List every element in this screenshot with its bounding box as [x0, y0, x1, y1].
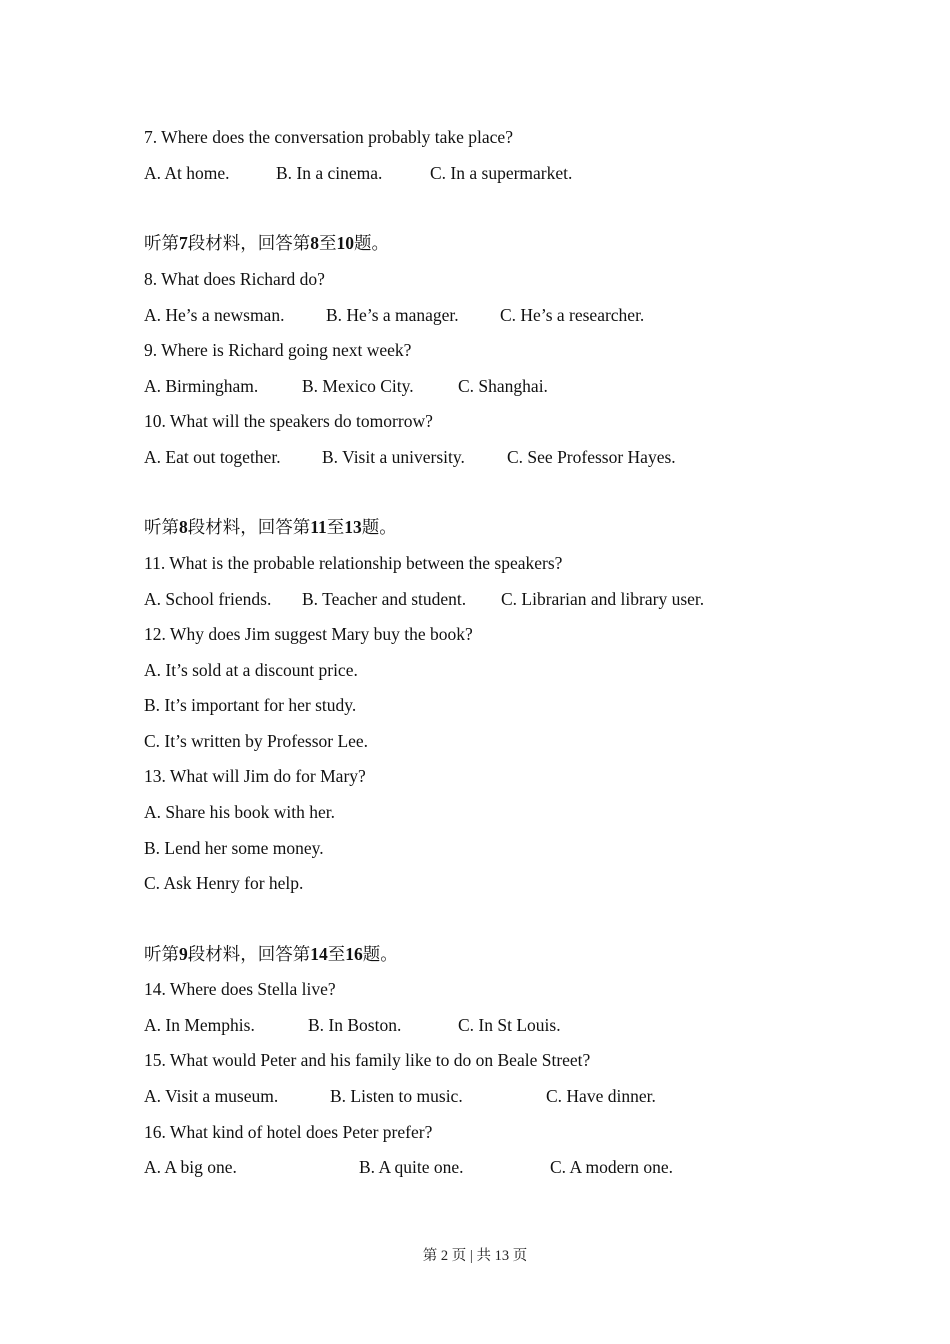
page-total: 13: [494, 1248, 510, 1264]
option-a: A. He’s a newsman.: [144, 305, 285, 325]
section-heading-7: 听第7段材料，回答第8至10题。: [144, 233, 389, 253]
question-13: 13. What will Jim do for Mary?: [144, 766, 366, 786]
section-heading-9: 听第9段材料，回答第14至16题。: [144, 944, 398, 964]
question-12: 12. Why does Jim suggest Mary buy the book?: [144, 624, 473, 644]
option-a: A. It’s sold at a discount price.: [144, 660, 358, 680]
option-b: B. A quite one.: [359, 1157, 464, 1177]
option-c: C. Have dinner.: [546, 1086, 656, 1106]
question-9: 9. Where is Richard going next week?: [144, 340, 412, 360]
option-b: B. In Boston.: [308, 1015, 402, 1035]
option-b: B. Mexico City.: [302, 376, 414, 396]
page-number: 2: [440, 1248, 449, 1264]
option-b: B. He’s a manager.: [326, 305, 459, 325]
option-c: C. In a supermarket.: [430, 163, 573, 183]
option-a: A. Visit a museum.: [144, 1086, 279, 1106]
option-c: C. Ask Henry for help.: [144, 873, 304, 893]
option-c: C. Shanghai.: [458, 376, 548, 396]
option-a: A. A big one.: [144, 1157, 237, 1177]
option-b: B. Lend her some money.: [144, 838, 324, 858]
option-b: B. In a cinema.: [276, 163, 383, 183]
section-heading-8: 听第8段材料，回答第11至13题。: [144, 517, 397, 537]
option-c: C. A modern one.: [550, 1157, 673, 1177]
question-15: 15. What would Peter and his family like to do on Beale Street?: [144, 1050, 591, 1070]
option-c: C. Librarian and library user.: [501, 589, 705, 609]
question-14: 14. Where does Stella live?: [144, 979, 336, 999]
option-a: A. At home.: [144, 163, 230, 183]
question-16: 16. What kind of hotel does Peter prefer?: [144, 1122, 433, 1142]
question-7: 7. Where does the conversation probably take place?: [144, 127, 513, 147]
option-a: A. In Memphis.: [144, 1015, 255, 1035]
option-a: A. Birmingham.: [144, 376, 259, 396]
question-8: 8. What does Richard do?: [144, 269, 325, 289]
option-a: A. School friends.: [144, 589, 272, 609]
option-a: A. Eat out together.: [144, 447, 281, 467]
option-a: A. Share his book with her.: [144, 802, 336, 822]
question-11: 11. What is the probable relationship between the speakers?: [144, 553, 563, 573]
option-b: B. Teacher and student.: [302, 589, 467, 609]
option-c: C. See Professor Hayes.: [507, 447, 676, 467]
option-b: B. Visit a university.: [322, 447, 465, 467]
option-c: C. He’s a researcher.: [500, 305, 645, 325]
option-c: C. In St Louis.: [458, 1015, 561, 1035]
option-c: C. It’s written by Professor Lee.: [144, 731, 369, 751]
option-b: B. Listen to music.: [330, 1086, 463, 1106]
page-footer: 第 2 页 | 共 13 页: [422, 1248, 528, 1264]
question-10: 10. What will the speakers do tomorrow?: [144, 411, 433, 431]
option-b: B. It’s important for her study.: [144, 695, 357, 715]
